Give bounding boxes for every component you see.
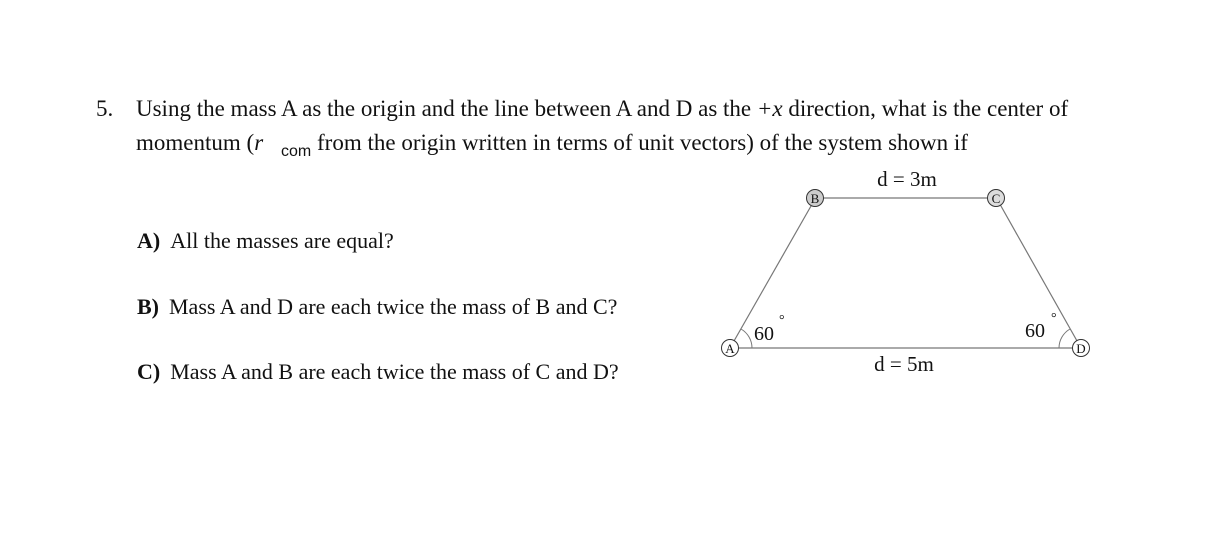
top-distance-label: d = 3m xyxy=(877,167,937,191)
mass-b xyxy=(807,190,824,207)
question-text-part3: from the origin written in terms of unit vectors) of the system shown if xyxy=(311,130,968,155)
mass-d xyxy=(1073,340,1090,357)
question-text-part2: direction, what is the center of momentum ( xyxy=(136,96,1069,155)
bottom-distance-label: d = 5m xyxy=(874,352,934,376)
vector-symbol: r⃗ xyxy=(254,130,282,155)
part-b-letter: B) xyxy=(137,294,159,319)
question-text-part1: Using the mass A as the origin and the line between A and D as the xyxy=(136,96,757,121)
part-c-letter: C) xyxy=(137,359,161,384)
angle-arc-right xyxy=(1059,329,1070,348)
vector-subscript: com xyxy=(281,143,312,160)
mass-c xyxy=(988,190,1005,207)
part-a-text: All the masses are equal? xyxy=(170,228,394,253)
part-a xyxy=(137,226,394,256)
mass-d-label: D xyxy=(1076,341,1086,356)
trapezoid-diagram xyxy=(700,160,1120,380)
part-b-text: Mass A and D are each twice the mass of B and C? xyxy=(169,294,618,319)
part-c-text: Mass A and B are each twice the mass of C and D? xyxy=(170,359,619,384)
angle-right-degree: ° xyxy=(1051,311,1057,326)
mass-a xyxy=(722,340,739,357)
direction-symbol: +x xyxy=(756,96,783,121)
question-number: 5. xyxy=(96,96,114,121)
angle-arc-left xyxy=(741,329,752,348)
question-text xyxy=(136,92,1096,169)
part-a-letter: A) xyxy=(137,228,161,253)
angle-left-degree: ° xyxy=(779,313,785,328)
angle-left-label: 60 xyxy=(754,323,774,345)
mass-b-label: B xyxy=(810,191,820,206)
mass-c-label: C xyxy=(991,191,1001,206)
angle-right-label: 60 xyxy=(1025,320,1045,342)
mass-a-label: A xyxy=(725,341,735,356)
part-b xyxy=(137,292,617,322)
part-c xyxy=(137,357,619,387)
